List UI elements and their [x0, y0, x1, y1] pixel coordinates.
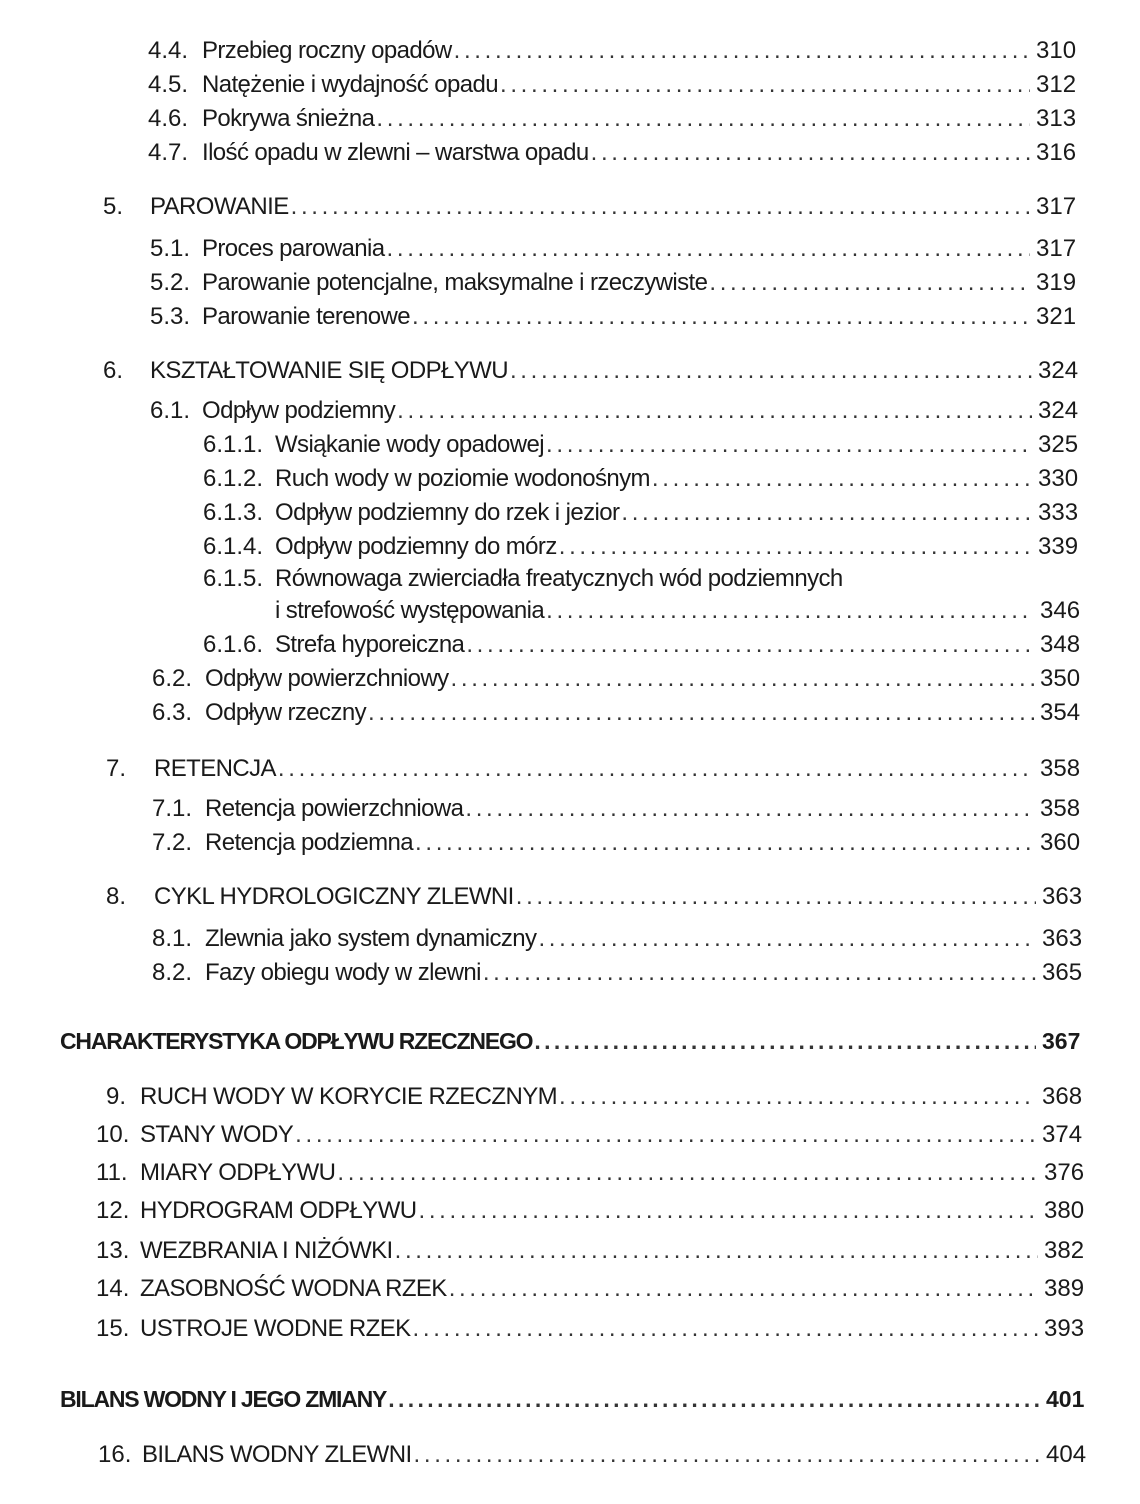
toc-page-number: 312: [1036, 71, 1077, 98]
dot-leader: [419, 1194, 1039, 1228]
toc-entry: [0, 696, 1140, 730]
toc-entry-title-line: [150, 190, 1036, 224]
toc-entry-number: 6.3.: [152, 699, 193, 726]
toc-entry-title: Odpływ podziemny do rzek i jezior: [275, 499, 620, 526]
toc-page-number: 310: [1036, 37, 1077, 64]
toc-entry: [0, 496, 1140, 530]
toc-entry-title: Fazy obiegu wody w zlewni: [205, 959, 481, 986]
toc-entry-title-line: [60, 1382, 1046, 1416]
dot-leader: [368, 696, 1034, 730]
toc-entry: [0, 1118, 1140, 1152]
toc-entry-number: 6.2.: [152, 665, 193, 692]
toc-page-number: 358: [1040, 755, 1081, 782]
toc-entry-number: 4.6.: [148, 105, 189, 132]
toc-entry-title: PAROWANIE: [150, 193, 289, 220]
toc-entry-number: 5.3.: [150, 303, 191, 330]
toc-entry-title: HYDROGRAM ODPŁYWU: [140, 1197, 417, 1224]
toc-entry: [0, 562, 1140, 596]
toc-entry-number: 4.5.: [148, 71, 189, 98]
toc-entry-number: 7.: [106, 755, 127, 782]
toc-entry-title: Ilość opadu w zlewni – warstwa opadu: [202, 139, 589, 166]
toc-page-number: 324: [1038, 397, 1079, 424]
toc-page-number: 358: [1040, 795, 1081, 822]
toc-entry-number: 6.: [103, 357, 124, 384]
toc-entry-title: STANY WODY: [140, 1121, 294, 1148]
toc-entry-number: 6.1.1.: [203, 431, 264, 458]
toc-part-heading: [0, 1382, 1140, 1416]
toc-entry-title-line: [205, 792, 1040, 826]
toc-entry-title: ZASOBNOŚĆ WODNA RZEK: [140, 1275, 447, 1302]
toc-entry-number: 5.1.: [150, 235, 191, 262]
toc-entry: [0, 1312, 1140, 1346]
dot-leader: [454, 34, 1030, 68]
toc-entry-title-line: [202, 68, 1036, 102]
toc-entry-title: Równowaga zwierciadła freatycznych wód podziemnych: [275, 565, 843, 592]
dot-leader: [500, 68, 1030, 102]
toc-entry-number: 16.: [98, 1441, 132, 1468]
toc-entry-title: RUCH WODY W KORYCIE RZECZNYM: [140, 1083, 557, 1110]
toc-entry-title: Proces parowania: [202, 235, 385, 262]
toc-page-number: 374: [1042, 1121, 1083, 1148]
toc-entry-number: 5.: [103, 193, 124, 220]
dot-leader: [451, 662, 1034, 696]
toc-entry: [0, 462, 1140, 496]
toc-entry-title-line: [140, 1312, 1044, 1346]
toc-entry-title: KSZTAŁTOWANIE SIĘ ODPŁYWU: [150, 357, 508, 384]
toc-entry-title-line: [275, 594, 1040, 628]
toc-entry-title-line: [205, 956, 1042, 990]
toc-page-number: 354: [1040, 699, 1081, 726]
toc-entry-title: Odpływ powierzchniowy: [205, 665, 449, 692]
toc-entry-title-line: [202, 102, 1036, 136]
toc-entry-title: BILANS WODNY I JEGO ZMIANY: [60, 1386, 387, 1412]
toc-entry-number: 8.1.: [152, 925, 193, 952]
toc-entry-title-line: [275, 628, 1040, 662]
toc-page-number: 404: [1046, 1441, 1087, 1468]
toc-entry: [0, 880, 1140, 914]
toc-entry-title: CHARAKTERYSTYKA ODPŁYWU RZECZNEGO: [60, 1028, 533, 1054]
toc-page-number: 321: [1036, 303, 1077, 330]
dot-leader: [559, 530, 1032, 564]
toc-entry-title-line: [202, 394, 1038, 428]
dot-leader: [388, 1382, 1040, 1416]
toc-entry-title-line: [202, 232, 1036, 266]
toc-entry-number: 15.: [96, 1315, 130, 1342]
toc-part-heading: [0, 1024, 1140, 1058]
toc-page-number: 319: [1036, 269, 1077, 296]
toc-entry-number: 8.2.: [152, 959, 193, 986]
toc-entry-title: Odpływ podziemny do mórz: [275, 533, 557, 560]
dot-leader: [397, 394, 1032, 428]
toc-entry-title: MIARY ODPŁYWU: [140, 1159, 336, 1186]
toc-entry-number: 7.1.: [152, 795, 193, 822]
toc-entry-number: 9.: [106, 1083, 127, 1110]
toc-entry: [0, 792, 1140, 826]
dot-leader: [709, 266, 1030, 300]
toc-page-number: 325: [1038, 431, 1079, 458]
toc-entry: [0, 752, 1140, 786]
dot-leader: [449, 1272, 1038, 1306]
dot-leader: [295, 1118, 1036, 1152]
toc-entry: [0, 956, 1140, 990]
dot-leader: [534, 1024, 1036, 1058]
toc-entry: [0, 530, 1140, 564]
toc-entry: [0, 68, 1140, 102]
toc-page-number: 376: [1044, 1159, 1085, 1186]
toc-entry-number: 13.: [96, 1237, 130, 1264]
toc-entry-title: BILANS WODNY ZLEWNI: [142, 1441, 412, 1468]
dot-leader: [466, 628, 1034, 662]
toc-entry-title: Przebieg roczny opadów: [202, 37, 452, 64]
toc-entry-number: 6.1.6.: [203, 631, 264, 658]
toc-entry: [0, 136, 1140, 170]
toc-entry-title-line: [205, 826, 1040, 860]
dot-leader: [414, 1438, 1040, 1472]
dot-leader: [559, 1080, 1036, 1114]
toc-entry: [0, 300, 1140, 334]
dot-leader: [412, 300, 1030, 334]
toc-entry-title: Ruch wody w poziomie wodonośnym: [275, 465, 650, 492]
toc-entry-title: Odpływ rzeczny: [205, 699, 366, 726]
dot-leader: [413, 1312, 1038, 1346]
toc-entry-title: Wsiąkanie wody opadowej: [275, 431, 545, 458]
toc-page-number: 330: [1038, 465, 1079, 492]
toc-entry-title: WEZBRANIA I NIŻÓWKI: [140, 1237, 393, 1264]
toc-entry-title-line: [142, 1438, 1046, 1472]
toc-entry-title-line: [205, 696, 1040, 730]
toc-entry-title-line: [202, 34, 1036, 68]
toc-entry-title-line: [275, 496, 1038, 530]
toc-entry-number: 6.1.2.: [203, 465, 264, 492]
toc-entry: [0, 826, 1140, 860]
toc-page-number: 363: [1042, 925, 1083, 952]
toc-entry-title-line: [60, 1024, 1042, 1058]
toc-entry: [0, 1272, 1140, 1306]
toc-page-number: 389: [1044, 1275, 1085, 1302]
toc-entry-number: 11.: [96, 1159, 128, 1186]
dot-leader: [291, 190, 1030, 224]
toc-page-number: 365: [1042, 959, 1083, 986]
toc-entry-title: Zlewnia jako system dynamiczny: [205, 925, 537, 952]
toc-page-number: 324: [1038, 357, 1079, 384]
toc-page-number: 348: [1040, 631, 1081, 658]
dot-leader: [621, 496, 1032, 530]
toc-entry-title: Parowanie potencjalne, maksymalne i rzeczywiste: [202, 269, 708, 296]
toc-entry: [0, 394, 1140, 428]
toc-entry-number: 6.1.: [150, 397, 191, 424]
toc-entry-number: 7.2.: [152, 829, 193, 856]
toc-entry: [0, 1438, 1140, 1472]
toc-page-number: 350: [1040, 665, 1081, 692]
toc-entry: [0, 102, 1140, 136]
toc-entry-title: Pokrywa śnieżna: [202, 105, 375, 132]
toc-entry-number: 6.1.3.: [203, 499, 264, 526]
toc-entry: [0, 1194, 1140, 1228]
toc-page-number: 360: [1040, 829, 1081, 856]
toc-page-number: 333: [1038, 499, 1079, 526]
toc-entry-title: Retencja powierzchniowa: [205, 795, 464, 822]
dot-leader: [546, 594, 1034, 628]
toc-page-number: 380: [1044, 1197, 1085, 1224]
toc-entry-title-line: [275, 562, 1035, 596]
toc-entry: [0, 354, 1140, 388]
dot-leader: [387, 232, 1030, 266]
toc-entry-number: 10.: [96, 1121, 130, 1148]
toc-entry-title: Strefa hyporeiczna: [275, 631, 465, 658]
toc-entry-title-line: [140, 1234, 1044, 1268]
toc-entry-title: Retencja podziemna: [205, 829, 414, 856]
toc-entry-title: Parowanie terenowe: [202, 303, 411, 330]
dot-leader: [510, 354, 1032, 388]
toc-entry: [0, 662, 1140, 696]
dot-leader: [395, 1234, 1038, 1268]
toc-page-number: 317: [1036, 235, 1077, 262]
toc-page-number: 339: [1038, 533, 1079, 560]
toc-page-number: 367: [1042, 1028, 1081, 1054]
toc-page-number: 401: [1046, 1386, 1085, 1412]
toc-entry-number: 4.4.: [148, 37, 189, 64]
toc-entry-title-line: [154, 752, 1040, 786]
dot-leader: [652, 462, 1032, 496]
dot-leader: [376, 102, 1030, 136]
toc-entry: [0, 428, 1140, 462]
toc-entry: [0, 266, 1140, 300]
dot-leader: [415, 826, 1034, 860]
toc-entry-title: CYKL HYDROLOGICZNY ZLEWNI: [154, 883, 514, 910]
toc-entry-title-line: [202, 300, 1036, 334]
dot-leader: [538, 922, 1036, 956]
toc-entry-number: 8.: [106, 883, 127, 910]
dot-leader: [278, 752, 1034, 786]
toc-page-number: 382: [1044, 1237, 1085, 1264]
toc-entry-title-line: [140, 1272, 1044, 1306]
toc-entry: [0, 628, 1140, 662]
toc-entry-title-line: [150, 354, 1038, 388]
toc-page-number: 317: [1036, 193, 1077, 220]
toc-entry: [0, 1156, 1140, 1190]
toc-page-number: 316: [1036, 139, 1077, 166]
toc-page-number: 363: [1042, 883, 1083, 910]
toc-page-number: 393: [1044, 1315, 1085, 1342]
toc-entry-title: Natężenie i wydajność opadu: [202, 71, 498, 98]
toc-entry-title: RETENCJA: [154, 755, 276, 782]
toc-entry-title-line: [140, 1194, 1044, 1228]
toc-entry-title-line: [205, 922, 1042, 956]
toc-entry-title-line: [202, 266, 1036, 300]
toc-page-number: 368: [1042, 1083, 1083, 1110]
toc-entry-title-line: [202, 136, 1036, 170]
toc-entry-number: 12.: [96, 1197, 130, 1224]
dot-leader: [546, 428, 1032, 462]
toc-entry-title-line: [154, 880, 1042, 914]
dot-leader: [337, 1156, 1038, 1190]
toc-entry: [0, 190, 1140, 224]
toc-entry: [0, 1080, 1140, 1114]
toc-entry: [0, 922, 1140, 956]
toc-entry-number: 6.1.4.: [203, 533, 264, 560]
toc-entry-title-line: [140, 1080, 1042, 1114]
dot-leader: [591, 136, 1030, 170]
toc-entry: [0, 34, 1140, 68]
toc-entry: [0, 1234, 1140, 1268]
toc-entry-title-line: [275, 530, 1038, 564]
dot-leader: [465, 792, 1034, 826]
dot-leader: [483, 956, 1036, 990]
toc-entry-number: 6.1.5.: [203, 565, 264, 592]
toc-entry-title-line: [275, 428, 1038, 462]
toc-entry-title-line: [140, 1156, 1044, 1190]
toc-page-number: 313: [1036, 105, 1077, 132]
toc-entry-title: i strefowość występowania: [275, 597, 545, 624]
toc-entry-title: Odpływ podziemny: [202, 397, 396, 424]
toc-entry-title-line: [140, 1118, 1042, 1152]
toc-entry-title-line: [205, 662, 1040, 696]
toc-entry-title-line: [275, 462, 1038, 496]
toc-entry-number: 5.2.: [150, 269, 191, 296]
toc-entry-title: USTROJE WODNE RZEK: [140, 1315, 411, 1342]
toc-page-number: 346: [1040, 597, 1081, 624]
toc-entry: [0, 232, 1140, 266]
toc-entry: [0, 594, 1140, 628]
dot-leader: [516, 880, 1036, 914]
toc-entry-number: 14.: [96, 1275, 130, 1302]
toc-entry-number: 4.7.: [148, 139, 189, 166]
